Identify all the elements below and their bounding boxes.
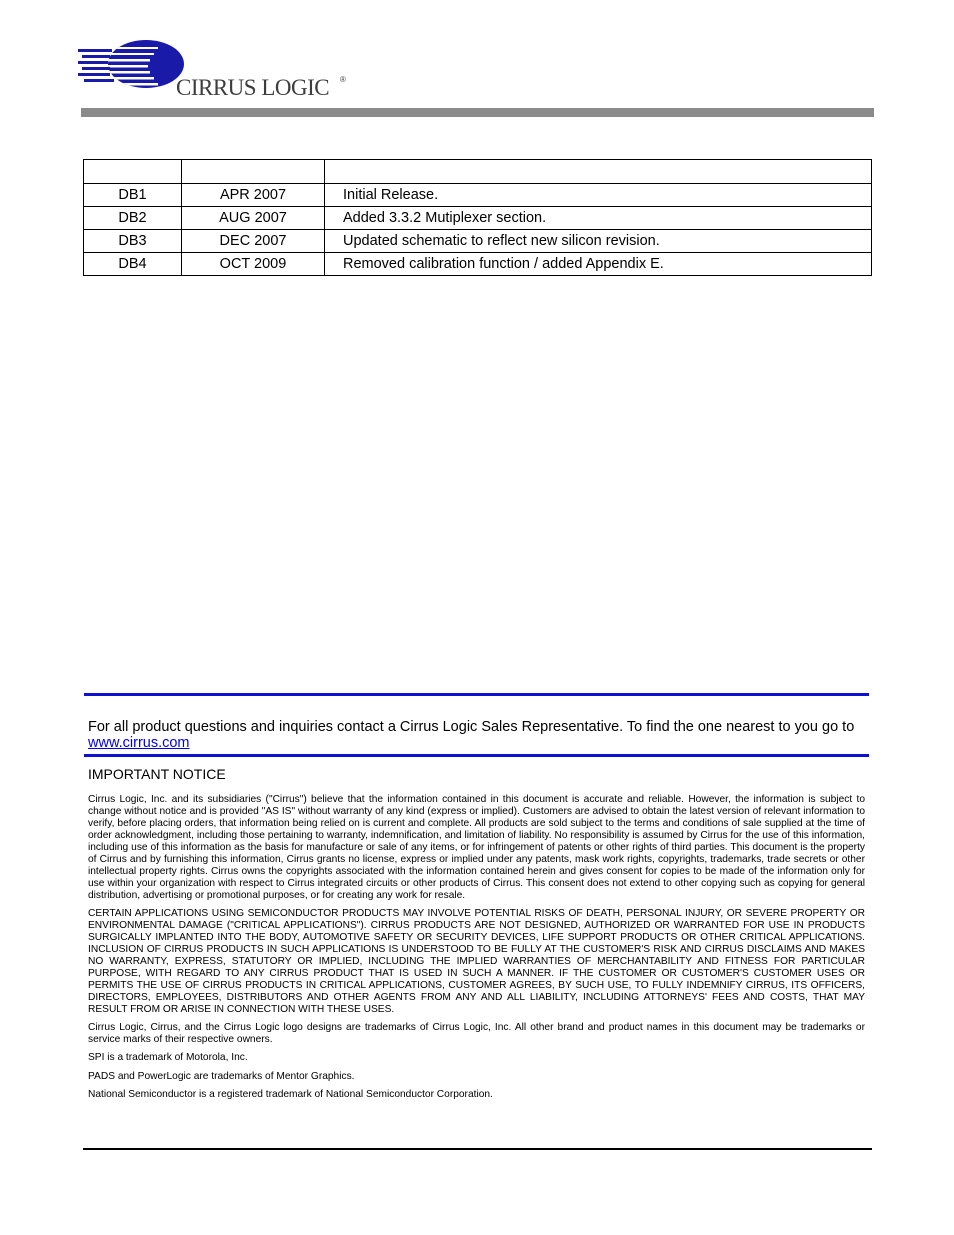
registered-mark: ® [340,75,346,84]
revision-cell: DB3 [84,230,182,253]
changes-cell: Removed calibration function / added Appendix E. [325,253,872,276]
cirrus-logic-logo [78,38,358,100]
contact-sentence: For all product questions and inquiries contact a Cirrus Logic Sales Representative. To find the one nearest to you go to [88,719,855,735]
table-header-row [84,160,872,184]
table-row [84,207,872,230]
date-cell: DEC 2007 [182,230,325,253]
contact-bottom-rule [84,754,869,757]
date-cell: AUG 2007 [182,207,325,230]
contact-top-rule [84,693,869,696]
header-revision [84,160,182,184]
notice-paragraph: Cirrus Logic, Inc. and its subsidiaries ("Cirrus") believe that the information contained in this document is accurate and reliable. However, the information is subject to change without notice and is provided "AS IS" without warranty of any kind (express or implied). Customers are advised to obtain the latest version of relevant information to verify, before placing orders, that information being relied on is current and complete. All products are sold subject to the terms and conditions of sale supplied at the time of order acknowledgment, including those pertaining to warranty, indemnification, and limitation of liability. No responsibility is assumed by Cirrus for the use of this information, including use of this information as the basis for manufacture or sale of any items, or for infringement of patents or other rights of third parties. This document is the property of Cirrus and by furnishing this information, Cirrus grants no license, express or implied under any patents, mask work rights, copyrights, trademarks, trade secrets or other intellectual property rights. Cirrus owns the copyrights associated with the information contained herein and gives consent for copies to be made of the information only for use within your organization with respect to Cirrus integrated circuits or other products of Cirrus. This consent does not extend to other copying such as copying for general distribution, advertising or promotional purposes, or for creating any work for resale. [88,794,865,901]
notice-paragraph: SPI is a trademark of Motorola, Inc. [88,1052,248,1063]
table-row [84,253,872,276]
changes-cell: Added 3.3.2 Mutiplexer section. [325,207,872,230]
contact-text [88,719,872,751]
revision-history-table [83,159,872,276]
date-cell: OCT 2009 [182,253,325,276]
changes-cell: Initial Release. [325,184,872,207]
header-bar [81,108,874,117]
revision-cell: DB1 [84,184,182,207]
revision-cell: DB4 [84,253,182,276]
table-row [84,184,872,207]
notice-paragraph: National Semiconductor is a registered trademark of National Semiconductor Corporation. [88,1089,493,1100]
header-date [182,160,325,184]
revision-cell: DB2 [84,207,182,230]
header-changes [325,160,872,184]
important-notice-title: IMPORTANT NOTICE [88,766,226,782]
notice-paragraph: PADS and PowerLogic are trademarks of Mentor Graphics. [88,1071,355,1082]
cirrus-website-link[interactable]: www.cirrus.com [88,735,190,751]
footer-rule [83,1148,872,1150]
changes-cell: Updated schematic to reflect new silicon revision. [325,230,872,253]
table-row [84,230,872,253]
logo-wordmark: CIRRUS LOGIC [176,75,330,100]
date-cell: APR 2007 [182,184,325,207]
notice-paragraph: Cirrus Logic, Cirrus, and the Cirrus Logic logo designs are trademarks of Cirrus Logic, Inc. All other brand and product names in this document may be trademarks or service marks of their respective owners. [88,1022,865,1045]
notice-paragraph: CERTAIN APPLICATIONS USING SEMICONDUCTOR PRODUCTS MAY INVOLVE POTENTIAL RISKS OF DEATH, PERSONAL INJURY, OR SEVERE PROPERTY OR ENVIRONMENTAL DAMAGE ("CRITICAL APPLICATIONS"). CIRRUS PRODUCTS ARE NOT DESIGNED, AUTHORIZED OR WARRANTED FOR USE IN PRODUCTS SURGICALLY IMPLANTED INTO THE BODY, AUTOMOTIVE SAFETY OR SECURITY DEVICES, LIFE SUPPORT PRODUCTS OR OTHER CRITICAL APPLICATIONS. INCLUSION OF CIRRUS PRODUCTS IN SUCH APPLICATIONS IS UNDERSTOOD TO BE FULLY AT THE CUSTOMER'S RISK AND CIRRUS DISCLAIMS AND MAKES NO WARRANTY, EXPRESS, STATUTORY OR IMPLIED, INCLUDING THE IMPLIED WARRANTIES OF MERCHANTABILITY AND FITNESS FOR PARTICULAR PURPOSE, WITH REGARD TO ANY CIRRUS PRODUCT THAT IS USED IN SUCH A MANNER. IF THE CUSTOMER OR CUSTOMER'S CUSTOMER USES OR PERMITS THE USE OF CIRRUS PRODUCTS IN CRITICAL APPLICATIONS, CUSTOMER AGREES, BY SUCH USE, TO FULLY INDEMNIFY CIRRUS, ITS OFFICERS, DIRECTORS, EMPLOYEES, DISTRIBUTORS AND OTHER AGENTS FROM ANY AND ALL LIABILITY, INCLUDING ATTORNEYS' FEES AND COSTS, THAT MAY RESULT FROM OR ARISE IN CONNECTION WITH THESE USES. [88,908,865,1015]
